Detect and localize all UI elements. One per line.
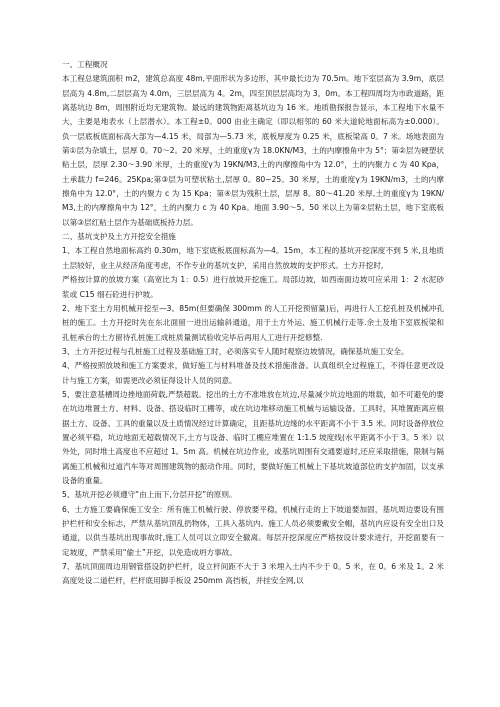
paragraph-item-3: 3、土方开挖过程与孔桩施工过程及基础施工时，必须落实专人随时观察边坡情况，确保基坑施工安全。 [62,346,409,356]
section-heading-excavation-safety: 二、基坑支护及土方开挖安全措施 [62,232,176,242]
paragraph-item-6: 6、土方施工要确保施工安全：所有施工机械行驶、停放要平稳，机械行走的上下坡道要加固，基坑周边要设有围护栏杆和安全标志，严禁从基坑顶乱扔物体，工具入基坑内。施工人员必须要戴安全帽，基坑内应设有安全出口及通道，以供当基坑出现事故时,施工人员可以立即安全撤离。每层开挖深度应严格按设计要求进行，开挖面要有一定坡度，严禁采用“偷土”开挖，以免造成坍方事故。 [62,504,444,557]
paragraph-item-2: 2、地下室土方用机械开挖至—3。85m(但要确保 300mm 的人工开挖预留量)后，再进行人工挖孔桩及机械冲孔桩的施工。土方开挖时先在东北面留一进出运输斜通道，用于土方外运、施工机械行走等.余土及地下室底板梁和孔桩承台的土方留待孔桩施工成桩质量测试验收完毕后再用人工进行开挖修整. [62,303,444,342]
paragraph-item-5: 5、要注意基槽周边挫地面荷载,严禁超载。挖出的土方不准堆放在坑边,尽量减少坑边地面的堆载，如不可避免的要在坑边堆置土方、材料、设备、搭设临时工棚等，或在坑边堆移动施工机械与运输设备、工具时，其堆置距离应根据土方、设备、工具的重量以及土质情况经过计算确定，且距基坑边缘的水平距离不小于 3.5 米。同时设备停放位置必须平稳，坑边地面无超载情况下,土方与设备、临时工棚应堆置在 1:1.5 坡度线(水平距离不小于 3。5 米）以外处，同时堆土高度也不应超过 1。5m 高。机械在坑边作业，或基坑周围有交通要道时,还应采取措施，限制与隔离施工机械和过道汽车等对周围建筑物的振动作用。同时，要做好施工机械上下基坑坡道部位的支护加固，以支承设备的重量。 [62,389,444,485]
paragraph-item-1: 1、本工程自然地面标高约 0.30m，地下室底板底面标高为—4。15m，本工程的基坑开挖深度不到 5 米,且地质土层较好，业主从经济角度考虑，不作专业的基坑支护，采用自然放坡的支护形式。土方开挖时, [62,246,444,270]
paragraph-item-5b: 5、基坑开挖必须遵守“由上而下,分层开挖”的原则。 [62,490,237,500]
document-page [62,58,444,589]
paragraph-item-7: 7、基坑顶面周边用钢管搭设防护栏杆，设立杆间距不大于 3 米埋入土内不少于 0。5 米，在 0。6 米及 1。2 米高度处设二道栏杆，栏杆底用脚手板设 250mm 高挡板，并挂安全网,以 [62,562,444,586]
section-heading-project-overview: 一、工程概况 [62,60,108,69]
paragraph-item-1-continued: 严格按计算的放坡方案（高宽比为 1：0.5）进行放坡开挖施工。局部边坡，如西南面边坡可应采用 1：2 水泥砂浆或 C15 细石砼进行护坡。 [62,275,444,299]
paragraph-project-overview: 本工程总建筑面积 m2，建筑总高度 48m,平面形状为多边形，其中最长边为 70.5m。地下室层高为 3.9m，底层层高为 4.8m,二层层高为 4.0m，三层层高为 4。2m，四至顶层层高均为 3。0m。本工程四周均为市政道路，距离基坑边 8m，周围附近均无建筑物。最远的建筑物距离基坑边为 16 米。地质勘探报告显示，本工程地下水量不大，主要是地表水（上层潜水）。本工程±0。000 由业主确定（即以相邻的 60 米大道轮地面标高为±0.000）。负一层底板底面标高大部为—4.15 米，局部为—5.73 米，底板厚度为 0.25 米，底板梁高 0。7 米。场地表面为第①层为杂填土，层厚 0。70～2。20 米厚，土的重度γ为 18.0KN/M3，土的内摩擦角中为 5°；第②层为硬塑状粘土层，层厚 2.30～3.90 米厚，土的重度γ为 19KN/M3,土的内摩擦角中为 12.0°，土的内聚力 c 为 40 Kpa，土承载力 f=246。25Kpa;第③层为可塑状粘土,层厚 0。80~25。30 米厚，土的重度γ为 19KN/m3，土的内摩擦角中为 12.0°，土的内聚力 c 为 15 Kpa；第④层为残积土层，层厚 8。80～41.20 米厚,土的重度γ为 19KN/M3,土的内摩擦角中为 12°，土的内聚力 c 为 40 Kpa。地面 3.90～5。50 米以上为第②层粘土层，地下室底板以第③层红粘土层作为基础底板持力层。 [62,74,444,227]
paragraph-item-4: 4、严格按照放坡和施工方案要求，做好施工与材料堆备及技术措施准备。认真组织全过程施工，不得任意更改设计与施工方案，如需更改必须征得设计人员的同意。 [62,361,444,385]
